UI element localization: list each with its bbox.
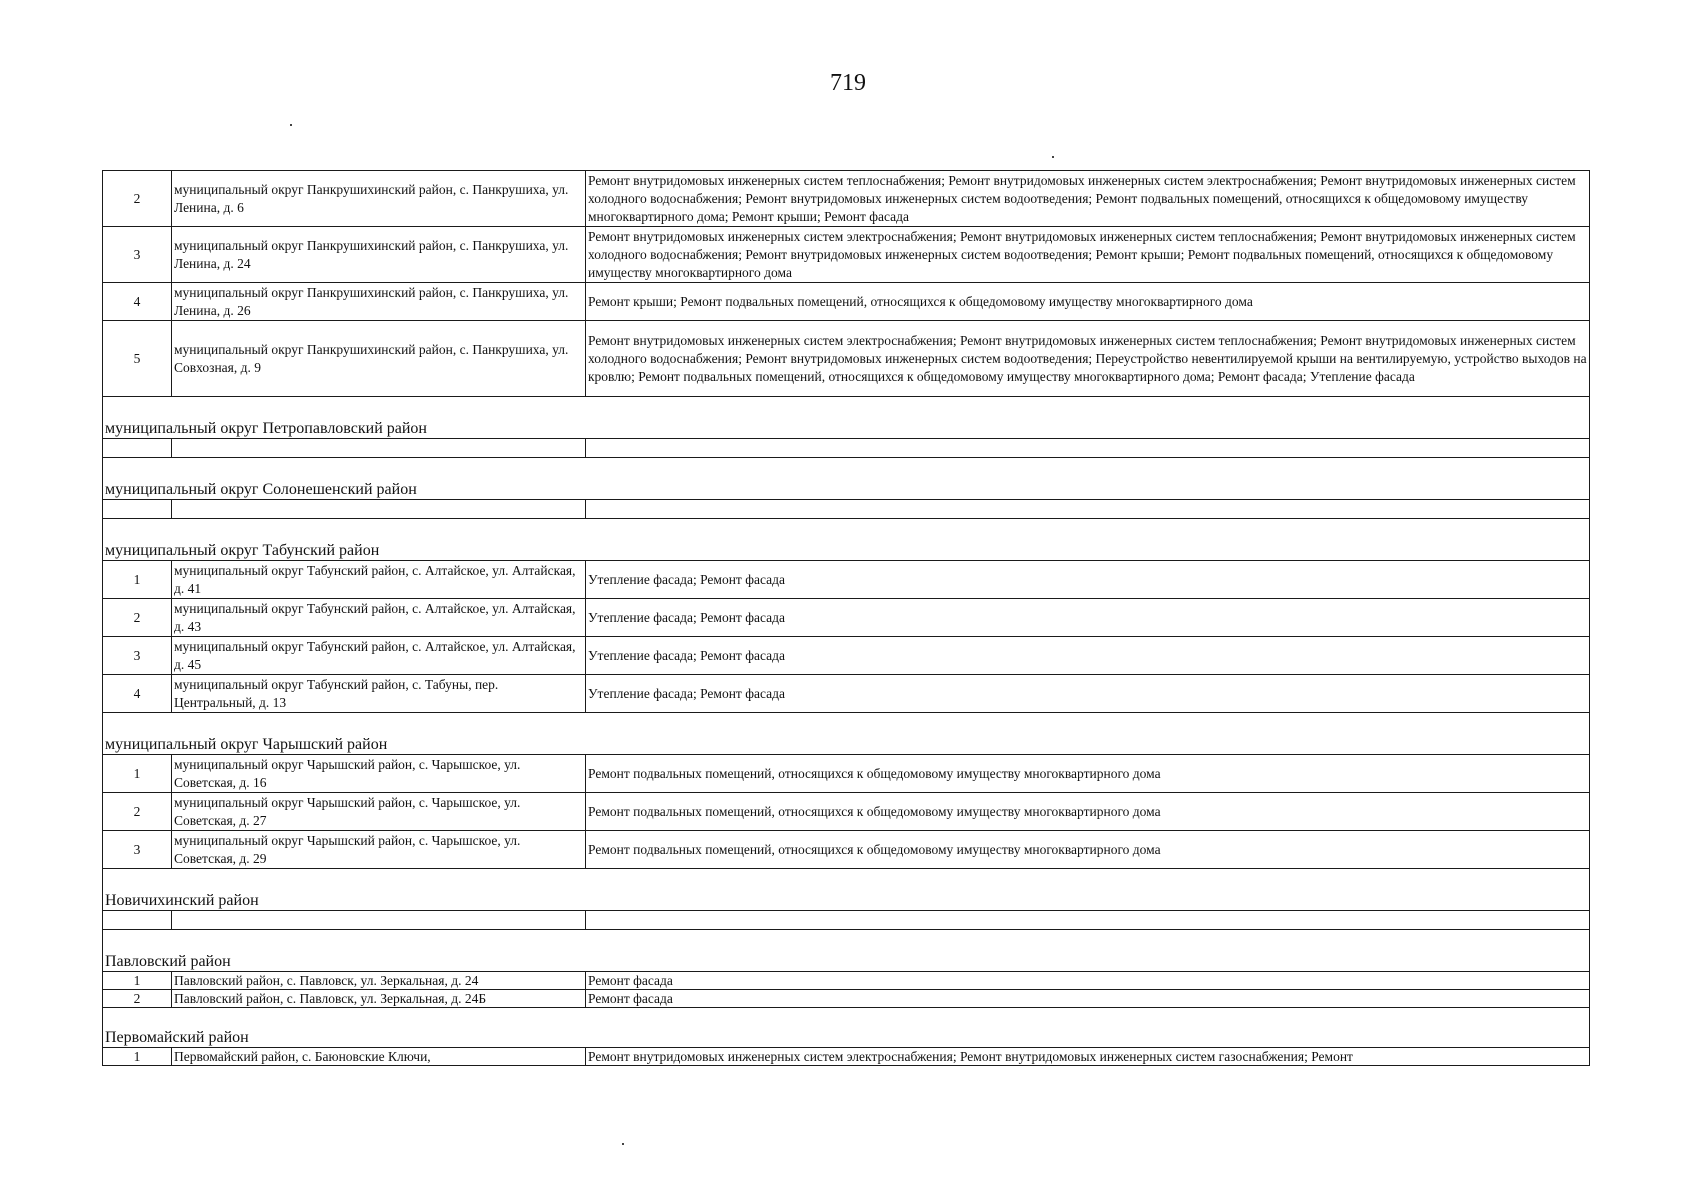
row-address: муниципальный округ Панкрушихинский район, с. Панкрушиха, ул. Ленина, д. 24 (172, 227, 586, 283)
row-works: Ремонт внутридомовых инженерных систем электроснабжения; Ремонт внутридомовых инженерных систем теплоснабжения; Ремонт внутридомовых инженерных систем холодного водоснабжения; Ремонт внутридомовых инженерных систем водоотведения; Переустройство невентилируемой крыши на вентилируемую, устройство выходов на кровлю; Ремонт подвальных помещений, относящихся к общедомовому имуществу многоквартирного дома; Ремонт фасада; Утепление фасада (586, 321, 1590, 397)
row-works: Ремонт внутридомовых инженерных систем электроснабжения; Ремонт внутридомовых инженерных систем теплоснабжения; Ремонт внутридомовых инженерных систем холодного водоснабжения; Ремонт внутридомовых инженерных систем водоотведения; Ремонт крыши; Ремонт подвальных помещений, относящихся к общедомовому имуществу многоквартирного дома (586, 227, 1590, 283)
table-row (103, 283, 1590, 321)
row-number: 1 (103, 1048, 172, 1066)
table-row (103, 755, 1590, 793)
row-address: муниципальный округ Табунский район, с. Алтайское, ул. Алтайская, д. 43 (172, 599, 586, 637)
section-heading-row (103, 519, 1590, 561)
table-row (103, 1048, 1590, 1066)
section-heading-row (103, 458, 1590, 500)
page-number: 719 (830, 70, 866, 96)
row-address: Павловский район, с. Павловск, ул. Зеркальная, д. 24Б (172, 990, 586, 1008)
scan-speck (290, 124, 292, 126)
row-address: Павловский район, с. Павловск, ул. Зеркальная, д. 24 (172, 972, 586, 990)
row-works: Утепление фасада; Ремонт фасада (586, 637, 1590, 675)
row-works: Ремонт внутридомовых инженерных систем электроснабжения; Ремонт внутридомовых инженерных систем газоснабжения; Ремонт (586, 1048, 1590, 1066)
section-title: муниципальный округ Петропавловский район (103, 397, 1590, 439)
table-row (103, 599, 1590, 637)
empty-cell (586, 500, 1590, 519)
row-number: 3 (103, 831, 172, 869)
row-number: 1 (103, 755, 172, 793)
row-number: 4 (103, 283, 172, 321)
section-heading-row (103, 930, 1590, 972)
section-heading-row (103, 713, 1590, 755)
row-number: 3 (103, 637, 172, 675)
row-works: Ремонт подвальных помещений, относящихся к общедомовому имуществу многоквартирного дома (586, 793, 1590, 831)
scan-speck (622, 1143, 624, 1145)
section-title: Новичихинский район (103, 869, 1590, 911)
row-address: муниципальный округ Чарышский район, с. Чарышское, ул. Советская, д. 27 (172, 793, 586, 831)
section-title: Первомайский район (103, 1008, 1590, 1048)
empty-cell (172, 911, 586, 930)
row-number: 3 (103, 227, 172, 283)
repair-schedule-table (102, 170, 1590, 1066)
section-heading-row (103, 1008, 1590, 1048)
section-heading-row (103, 869, 1590, 911)
row-number: 1 (103, 972, 172, 990)
table-row (103, 972, 1590, 990)
section-title: муниципальный округ Чарышский район (103, 713, 1590, 755)
row-address: муниципальный округ Чарышский район, с. Чарышское, ул. Советская, д. 16 (172, 755, 586, 793)
empty-row (103, 911, 1590, 930)
row-works: Ремонт крыши; Ремонт подвальных помещений, относящихся к общедомовому имуществу многоквартирного дома (586, 283, 1590, 321)
row-address: муниципальный округ Панкрушихинский район, с. Панкрушиха, ул. Ленина, д. 26 (172, 283, 586, 321)
row-works: Ремонт подвальных помещений, относящихся к общедомовому имуществу многоквартирного дома (586, 755, 1590, 793)
row-number: 5 (103, 321, 172, 397)
row-address: муниципальный округ Табунский район, с. Алтайское, ул. Алтайская, д. 41 (172, 561, 586, 599)
table-row (103, 637, 1590, 675)
empty-cell (103, 500, 172, 519)
row-works: Утепление фасада; Ремонт фасада (586, 675, 1590, 713)
row-number: 2 (103, 793, 172, 831)
empty-cell (103, 911, 172, 930)
table-row (103, 793, 1590, 831)
empty-cell (172, 500, 586, 519)
section-title: Павловский район (103, 930, 1590, 972)
table-row (103, 321, 1590, 397)
empty-row (103, 439, 1590, 458)
section-title: муниципальный округ Солонешенский район (103, 458, 1590, 500)
row-address: муниципальный округ Табунский район, с. Алтайское, ул. Алтайская, д. 45 (172, 637, 586, 675)
empty-cell (586, 439, 1590, 458)
row-address: муниципальный округ Панкрушихинский район, с. Панкрушиха, ул. Ленина, д. 6 (172, 171, 586, 227)
row-number: 2 (103, 171, 172, 227)
table-row (103, 171, 1590, 227)
row-works: Ремонт фасада (586, 972, 1590, 990)
row-address: муниципальный округ Чарышский район, с. Чарышское, ул. Советская, д. 29 (172, 831, 586, 869)
scan-speck (1052, 156, 1054, 158)
row-number: 4 (103, 675, 172, 713)
row-address: муниципальный округ Панкрушихинский район, с. Панкрушиха, ул. Совхозная, д. 9 (172, 321, 586, 397)
section-heading-row (103, 397, 1590, 439)
table-row (103, 831, 1590, 869)
row-works: Ремонт фасада (586, 990, 1590, 1008)
row-works: Утепление фасада; Ремонт фасада (586, 599, 1590, 637)
table-row (103, 675, 1590, 713)
row-works: Утепление фасада; Ремонт фасада (586, 561, 1590, 599)
table-row (103, 990, 1590, 1008)
empty-cell (103, 439, 172, 458)
row-works: Ремонт внутридомовых инженерных систем теплоснабжения; Ремонт внутридомовых инженерных систем электроснабжения; Ремонт внутридомовых инженерных систем холодного водоснабжения; Ремонт внутридомовых инженерных систем водоотведения; Ремонт подвальных помещений, относящихся к общедомовому имуществу многоквартирного дома; Ремонт крыши; Ремонт фасада (586, 171, 1590, 227)
row-number: 2 (103, 990, 172, 1008)
empty-cell (586, 911, 1590, 930)
empty-row (103, 500, 1590, 519)
table-row (103, 227, 1590, 283)
row-works: Ремонт подвальных помещений, относящихся к общедомовому имуществу многоквартирного дома (586, 831, 1590, 869)
row-address: Первомайский район, с. Баюновские Ключи, (172, 1048, 586, 1066)
table-row (103, 561, 1590, 599)
row-number: 2 (103, 599, 172, 637)
row-number: 1 (103, 561, 172, 599)
empty-cell (172, 439, 586, 458)
row-address: муниципальный округ Табунский район, с. Табуны, пер. Центральный, д. 13 (172, 675, 586, 713)
section-title: муниципальный округ Табунский район (103, 519, 1590, 561)
